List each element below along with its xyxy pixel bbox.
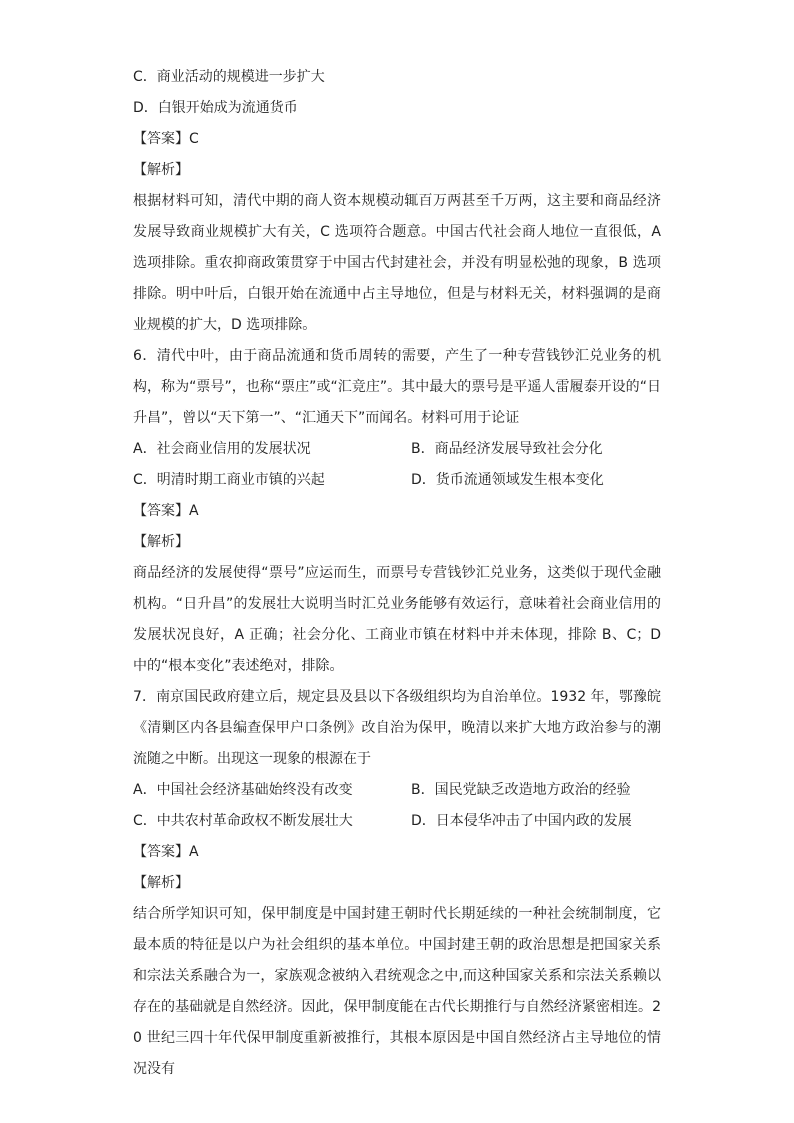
q5-answer: 【答案】C [133, 131, 199, 147]
q7-option-a: A．中国社会经济基础始终没有改变 [133, 782, 353, 798]
q6-options-row-2 [133, 465, 661, 496]
q7-analysis-text: 结合所学知识可知，保甲制度是中国封建王朝时代长期延续的一种社会统制制度，它最本质的特征是以户为社会组织的基本单位。中国封建王朝的政治思想是把国家关系和宗法关系融合为一，家族观念被纳入君统观念之中,而这种国家关系和宗法关系赖以存在的基础就是自然经济。因此，保甲制度能在古代长期推行与自然经济紧密相连。20 世纪三四十年代保甲制度重新被推行，其根本原因是中国自然经济占主导地位的情况没有 [133, 906, 661, 1077]
q6-analysis-text: 商品经济的发展使得“票号”应运而生，而票号专营钱钞汇兑业务，这类似于现代金融机构。“日升昌”的发展壮大说明当时汇兑业务能够有效运行，意味着社会商业信用的发展状况良好，A 正确；社会分化、工商业市镇在材料中并未体现，排除 B、C；D 中的“根本变化”表述绝对，排除。 [133, 565, 661, 674]
q6-option-b: B．商品经济发展导致社会分化 [411, 441, 603, 457]
q5-analysis-label: 【解析】 [133, 162, 189, 178]
q7-option-b: B．国民党缺乏改造地方政治的经验 [411, 782, 631, 798]
q6-stem: 6．清代中叶，由于商品流通和货币周转的需要，产生了一种专营钱钞汇兑业务的机构，称为“票号”，也称“票庄”或“汇竞庄”。其中最大的票号是平遥人雷履泰开设的“日升昌”，曾以“天下第一”、“汇通天下”而闻名。材料可用于论证 [133, 348, 661, 426]
q7-answer: 【答案】A [133, 844, 199, 860]
q7-option-d: D．日本侵华冲击了中国内政的发展 [411, 813, 632, 829]
q5-option-d: D．白银开始成为流通货币 [133, 100, 298, 116]
q6-option-c: C．明清时期工商业市镇的兴起 [133, 472, 325, 488]
q7-analysis-label: 【解析】 [133, 875, 189, 891]
q7-stem: 7．南京国民政府建立后，规定县及县以下各级组织均为自治单位。1932 年，鄂豫皖《清剿区内各县编查保甲户口条例》改自治为保甲，晚清以来扩大地方政治参与的潮流随之中断。出现这一现象的根源在于 [133, 689, 661, 767]
q7-options-row-1 [133, 775, 661, 806]
q6-option-d: D．货币流通领域发生根本变化 [411, 472, 604, 488]
q6-analysis-label: 【解析】 [133, 534, 189, 550]
q7-options-row-2 [133, 806, 661, 837]
q7-option-c: C．中共农村革命政权不断发展壮大 [133, 813, 353, 829]
q5-analysis-text: 根据材料可知，清代中期的商人资本规模动辄百万两甚至千万两，这主要和商品经济发展导致商业规模扩大有关，C 选项符合题意。中国古代社会商人地位一直很低，A 选项排除。重农抑商政策贯穿于中国古代封建社会，并没有明显松弛的现象，B 选项排除。明中叶后，白银开始在流通中占主导地位，但是与材料无关，材料强调的是商业规模的扩大，D 选项排除。 [133, 193, 661, 333]
q5-option-c: C．商业活动的规模进一步扩大 [133, 69, 325, 85]
q6-answer: 【答案】A [133, 503, 199, 519]
q6-option-a: A．社会商业信用的发展状况 [133, 441, 311, 457]
q6-options-row-1 [133, 434, 661, 465]
